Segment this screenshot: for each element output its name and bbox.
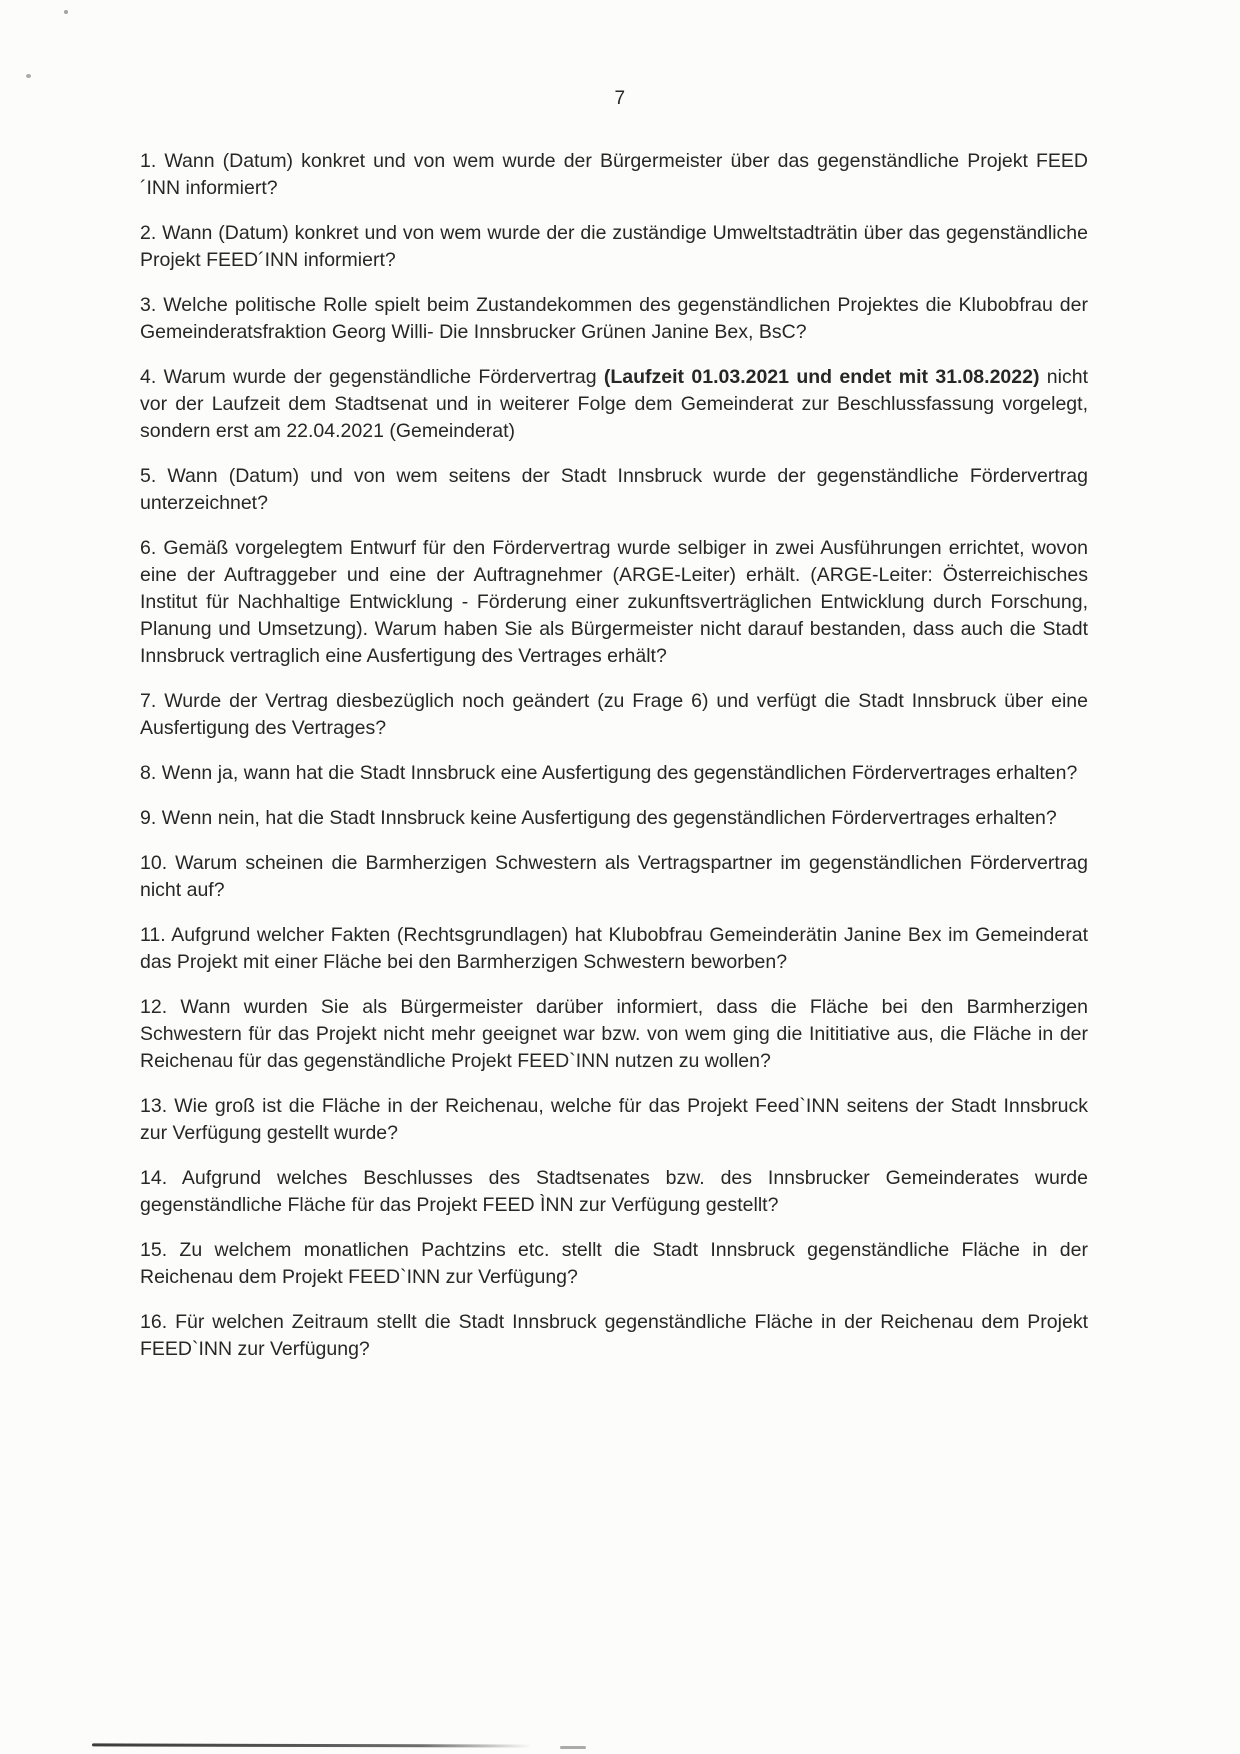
question-number: 16. [140,1311,176,1333]
question-number: 14. [140,1167,182,1189]
question-text: Warum wurde der gegenständliche Fördervertrag [163,366,604,388]
question-text: Welche politische Rolle spielt beim Zustandekommen des gegenständlichen Projektes die Klubobfrau der Gemeinderatsfraktion Georg Willi- Die Innsbrucker Grünen Janine Bex, BsC? [140,294,1088,343]
scan-edge-artifact [560,1746,586,1749]
question-text: Wann (Datum) konkret und von wem wurde der Bürgermeister über das gegenständliche Projekt FEED´INN informiert? [140,150,1088,199]
page-number: 7 [614,88,626,109]
question-number: 9. [140,807,162,829]
scan-speck [26,74,31,78]
question-text: Wann (Datum) konkret und von wem wurde der die zuständige Umweltstadträtin über das gegenständliche Projekt FEED´INN informiert? [140,222,1088,271]
question-item [140,364,1088,445]
question-number: 8. [140,762,162,784]
question-item [140,805,1088,832]
question-item [140,1237,1088,1291]
question-number: 11. [140,924,172,946]
question-number: 6. [140,537,164,559]
question-item [140,922,1088,976]
question-number: 1. [140,150,165,172]
question-text: Wenn nein, hat die Stadt Innsbruck keine Ausfertigung des gegenständlichen Fördervertrages erhalten? [161,807,1057,829]
question-number: 10. [140,852,176,874]
question-item [140,220,1088,274]
scan-edge-artifact [92,1743,532,1747]
question-text: nicht vor der Laufzeit dem Stadtsenat und in weiterer Folge dem Gemeinderat zur Beschlussfassung vorgelegt, sondern erst am 22.04.2021 (Gemeinderat) [140,366,1088,442]
question-item [140,994,1088,1075]
question-text: Wie groß ist die Fläche in der Reichenau, welche für das Projekt Feed`INN seitens der Stadt Innsbruck zur Verfügung gestellt wurde? [140,1095,1088,1144]
question-number: 7. [140,690,165,712]
scan-speck [64,10,68,14]
question-text: (Laufzeit 01.03.2021 und endet mit 31.08.2022) [603,366,1040,388]
question-item [140,688,1088,742]
question-number: 2. [140,222,163,244]
question-text: Zu welchem monatlichen Pachtzins etc. stellt die Stadt Innsbruck gegenständliche Fläche in der Reichenau dem Projekt FEED`INN zur Verfügung? [140,1239,1088,1288]
question-text: Für welchen Zeitraum stellt die Stadt Innsbruck gegenständliche Fläche in der Reichenau dem Projekt FEED`INN zur Verfügung? [140,1311,1088,1360]
question-text: Aufgrund welches Beschlusses des Stadtsenates bzw. des Innsbrucker Gemeinderates wurde gegenständliche Fläche für das Projekt FEED ÌNN zur Verfügung gestellt? [140,1167,1088,1216]
question-item [140,1093,1088,1147]
question-item [140,463,1088,517]
question-number: 13. [140,1095,175,1117]
question-text: Wann wurden Sie als Bürgermeister darüber informiert, dass die Fläche bei den Barmherzigen Schwestern für das Projekt nicht mehr geeignet war bzw. von wem ging die Inititiative aus, die Fläche in der Reichenau für das gegenständliche Projekt FEED`INN nutzen zu wollen? [140,996,1088,1072]
question-item [140,1165,1088,1219]
question-item [140,148,1088,202]
question-list [140,148,1088,1363]
question-text: Wann (Datum) und von wem seitens der Stadt Innsbruck wurde der gegenständliche Fördervertrag unterzeichnet? [140,465,1088,514]
question-text: Aufgrund welcher Fakten (Rechtsgrundlagen) hat Klubobfrau Gemeinderätin Janine Bex im Gemeinderat das Projekt mit einer Fläche bei den Barmherzigen Schwestern beworben? [140,924,1088,973]
question-number: 15. [140,1239,180,1261]
question-number: 5. [140,465,168,487]
question-number: 12. [140,996,181,1018]
question-item [140,760,1088,787]
question-number: 4. [140,366,164,388]
question-text: Wurde der Vertrag diesbezüglich noch geändert (zu Frage 6) und verfügt die Stadt Innsbruck über eine Ausfertigung des Vertrages? [140,690,1088,739]
question-item [140,850,1088,904]
question-number: 3. [140,294,164,316]
question-item [140,535,1088,670]
question-item [140,292,1088,346]
question-text: Wenn ja, wann hat die Stadt Innsbruck eine Ausfertigung des gegenständlichen Fördervertrages erhalten? [161,762,1078,784]
question-text: Warum scheinen die Barmherzigen Schwestern als Vertragspartner im gegenständlichen Fördervertrag nicht auf? [140,852,1088,901]
question-item [140,1309,1088,1363]
question-text: Gemäß vorgelegtem Entwurf für den Fördervertrag wurde selbiger in zwei Ausführungen errichtet, wovon eine der Auftraggeber und eine der Auftragnehmer (ARGE-Leiter) erhält. (ARGE-Leiter: Österreichisches Institut für Nachhaltige Entwicklung - Förderung einer zukunftsverträglichen Entwicklung durch Forschung, Planung und Umsetzung). Warum haben Sie als Bürgermeister nicht darauf bestanden, dass auch die Stadt Innsbruck vertraglich eine Ausfertigung des Vertrages erhält? [140,537,1088,667]
